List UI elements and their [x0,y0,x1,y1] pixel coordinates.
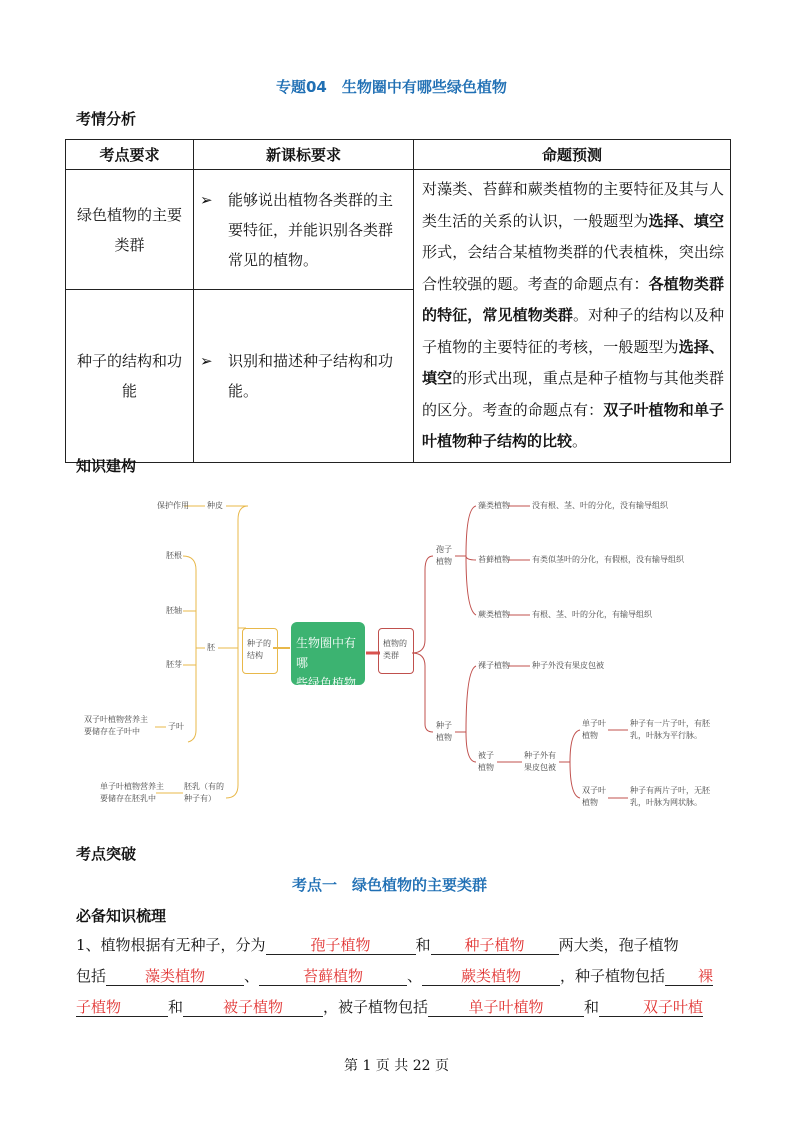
label-gymnosperm: 裸子植物 [478,661,510,670]
desc-moss: 有类似茎叶的分化，有假根，没有输导组织 [532,555,684,564]
desc-fern: 有根、茎、叶的分化，有输导组织 [532,610,652,619]
note-dicot-storage: 双子叶植物营养主 要储存在子叶中 [84,715,148,736]
mind-map [0,480,793,825]
label-protect: 保护作用 [157,501,189,510]
table-header-row [66,140,731,170]
desc-dicot: 种子有两片子叶，无胚 乳，叶脉为网状脉。 [630,786,710,807]
desc-angiosperm: 种子外有 果皮包被 [524,751,556,772]
table-header: 考点要求 [66,140,194,170]
section-knowledge: 知识建构 [76,457,137,475]
answer-blank[interactable]: 孢子植物 [266,936,416,955]
desc-gymnosperm: 种子外没有果皮包被 [532,661,604,670]
bullet-arrow-icon: ➢ [200,190,213,209]
label-radicle: 胚根 [166,551,182,560]
fill-line-2: 包括 藻类植物 、 苔藓植物 、 蕨类植物 ，种子植物包括 裸 [76,967,714,985]
answer-blank[interactable]: 种子植物 [431,936,559,955]
answer-blank[interactable]: 被子植物 [183,998,323,1017]
note-monocot-storage: 单子叶植物营养主 要储存在胚乳中 [100,782,164,803]
kaodian-title: 考点一 绿色植物的主要类群 [292,876,488,894]
section-analysis: 考情分析 [76,110,137,128]
label-seed-plants: 种子 植物 [436,721,452,742]
label-endosperm: 胚乳（有的 种子有） [184,782,224,803]
label-fern: 蕨类植物 [478,610,510,619]
answer-blank[interactable]: 藻类植物 [106,967,244,986]
requirement-cell: ➢ 识别和描述种子结构和功 能。 [194,290,414,462]
label-algae: 藻类植物 [478,501,510,510]
section-essentials: 必备知识梳理 [76,907,167,925]
label-angiosperm: 被子 植物 [478,751,494,772]
fill-line-1: 1、植物根据有无种子，分为 孢子植物 和 种子植物 两大类，孢子植物 [76,936,679,954]
analysis-table [65,139,731,463]
answer-blank[interactable]: 裸 [665,967,713,986]
table-header: 新课标要求 [194,140,414,170]
fill-line-3: 子植物 和 被子植物 ，被子植物包括 单子叶植物 和 双子叶植 [76,998,704,1016]
table-row [66,170,731,290]
label-moss: 苔藓植物 [478,555,510,564]
center-topic: 生物圈中有哪 些绿色植物 [291,622,365,685]
page-title: 专题04 生物圈中有哪些绿色植物 [276,78,507,96]
category-cell: 种子的结构和功 能 [66,290,194,462]
label-monocot: 单子叶 植物 [582,719,606,740]
table-header: 命题预测 [414,140,731,170]
label-plumule: 胚芽 [166,660,182,669]
desc-algae: 没有根、茎、叶的分化，没有输导组织 [532,501,668,510]
label-seed-coat: 种皮 [207,501,223,510]
label-cotyledon: 子叶 [168,722,184,731]
desc-monocot: 种子有一片子叶，有胚 乳，叶脉为平行脉。 [630,719,710,740]
page-footer: 第 1 页 共 22 页 [344,1058,449,1074]
prediction-cell: 对藻类、苔藓和蕨类植物的主要特征及其与人类生活的关系的认识，一般题型为选择、填空形式，会结合某植物类群的代表植株，突出综合性较强的题。考查的命题点有：各植物类群的特征，常见植物类群。对种子的结构以及种子植物的主要特征的考核，一般题型为选择、填空的形式出现，重点是种子植物与其他类群的区分。考查的命题点有：双子叶植物和单子叶植物种子结构的比较。 [414,170,731,463]
answer-blank[interactable]: 苔藓植物 [259,967,407,986]
branch-seed-structure: 种子的 结构 [242,628,278,674]
label-spore-plants: 孢子 植物 [436,545,452,566]
answer-blank[interactable]: 单子叶植物 [428,998,584,1017]
branch-plant-groups: 植物的 类群 [378,628,414,674]
answer-blank[interactable]: 子植物 [76,998,168,1017]
section-breakthrough: 考点突破 [76,845,137,863]
answer-blank[interactable]: 双子叶植 [599,998,703,1017]
answer-blank[interactable]: 蕨类植物 [422,967,560,986]
label-hypocotyl: 胚轴 [166,606,182,615]
bullet-arrow-icon: ➢ [200,351,213,370]
category-cell: 绿色植物的主要 类群 [66,170,194,290]
requirement-cell: ➢ 能够说出植物各类群的主 要特征，并能识别各类群 常见的植物。 [194,170,414,290]
label-embryo: 胚 [207,643,215,652]
label-dicot: 双子叶 植物 [582,786,606,807]
